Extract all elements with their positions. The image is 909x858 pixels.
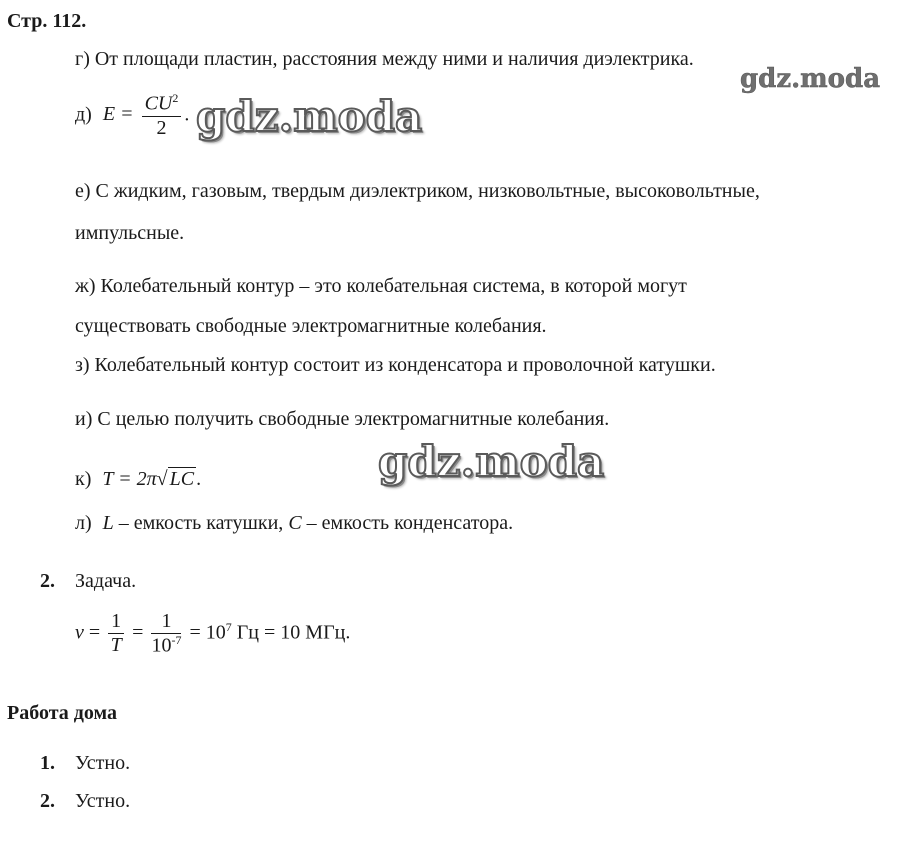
answer-g: г) От площади пластин, расстояния между ними и наличия диэлектрика. — [75, 48, 694, 70]
answer-z: з) Колебательный контур состоит из конденсатора и проволочной катушки. — [75, 354, 716, 376]
energy-denominator: 2 — [156, 116, 167, 139]
page-title: Стр. 112. — [7, 10, 87, 32]
answer-k-label: к) — [75, 468, 92, 490]
energy-numerator: CU — [144, 92, 173, 115]
fraction-1-over-10e-7 — [151, 610, 181, 658]
period-lhs: T = 2π — [102, 468, 157, 490]
task2-title: Задача. — [75, 570, 137, 592]
watermark-small: gdz.moda — [740, 64, 881, 94]
equals-2: = — [132, 621, 144, 644]
result-value: = 10 — [189, 621, 226, 644]
capacitance-symbol: C — [288, 512, 302, 534]
equals-1: = — [88, 621, 101, 644]
fraction-2-den-exp: -7 — [171, 633, 182, 647]
homework-item-2-number: 2. — [40, 790, 55, 812]
answer-d-label: д) — [75, 103, 92, 126]
answer-e-line2: импульсные. — [75, 222, 185, 244]
fraction-2-num: 1 — [151, 610, 181, 634]
result-exp: 7 — [225, 619, 232, 634]
homework-item-1-number: 1. — [40, 752, 55, 774]
answer-zh-line1: ж) Колебательный контур – это колебательная система, в которой могут — [75, 275, 687, 297]
homework-item-1-text: Устно. — [75, 752, 131, 774]
homework-item-2-text: Устно. — [75, 790, 131, 812]
answer-i: и) С целью получить свободные электромагнитные колебания. — [75, 408, 610, 430]
period-radicand: LC — [169, 468, 195, 490]
inductance-text: – емкость катушки, — [113, 512, 289, 534]
answer-e-line1: е) С жидким, газовым, твердым диэлектриком, низковольтные, высоковольтные, — [75, 180, 760, 202]
watermark-large-2: gdz.moda — [378, 437, 605, 486]
fraction-1-over-T — [108, 610, 124, 657]
task2-number: 2. — [40, 570, 55, 592]
result-unit: Гц = 10 МГц. — [231, 621, 351, 644]
fraction-1-den: T — [110, 634, 122, 657]
answer-d — [75, 92, 189, 140]
watermark-large-1: gdz.moda — [196, 92, 423, 141]
answer-l — [75, 512, 513, 535]
inductance-symbol: L — [102, 512, 114, 534]
homework-title: Работа дома — [7, 702, 117, 724]
answer-k — [75, 468, 201, 491]
answer-l-label: л) — [75, 512, 92, 534]
energy-tail: . — [184, 103, 190, 126]
energy-numerator-exp: 2 — [172, 91, 179, 105]
sqrt-symbol: √ — [156, 468, 168, 490]
energy-fraction — [142, 92, 182, 140]
fraction-1-num: 1 — [108, 610, 124, 634]
energy-lhs: E = — [102, 103, 134, 126]
period-tail: . — [196, 468, 202, 490]
capacitance-text: – емкость конденсатора. — [301, 512, 514, 534]
answer-zh-line2: существовать свободные электромагнитные колебания. — [75, 315, 547, 337]
frequency-formula — [75, 610, 350, 658]
fraction-2-den: 10 — [151, 634, 172, 657]
nu-symbol: ν — [75, 621, 84, 644]
